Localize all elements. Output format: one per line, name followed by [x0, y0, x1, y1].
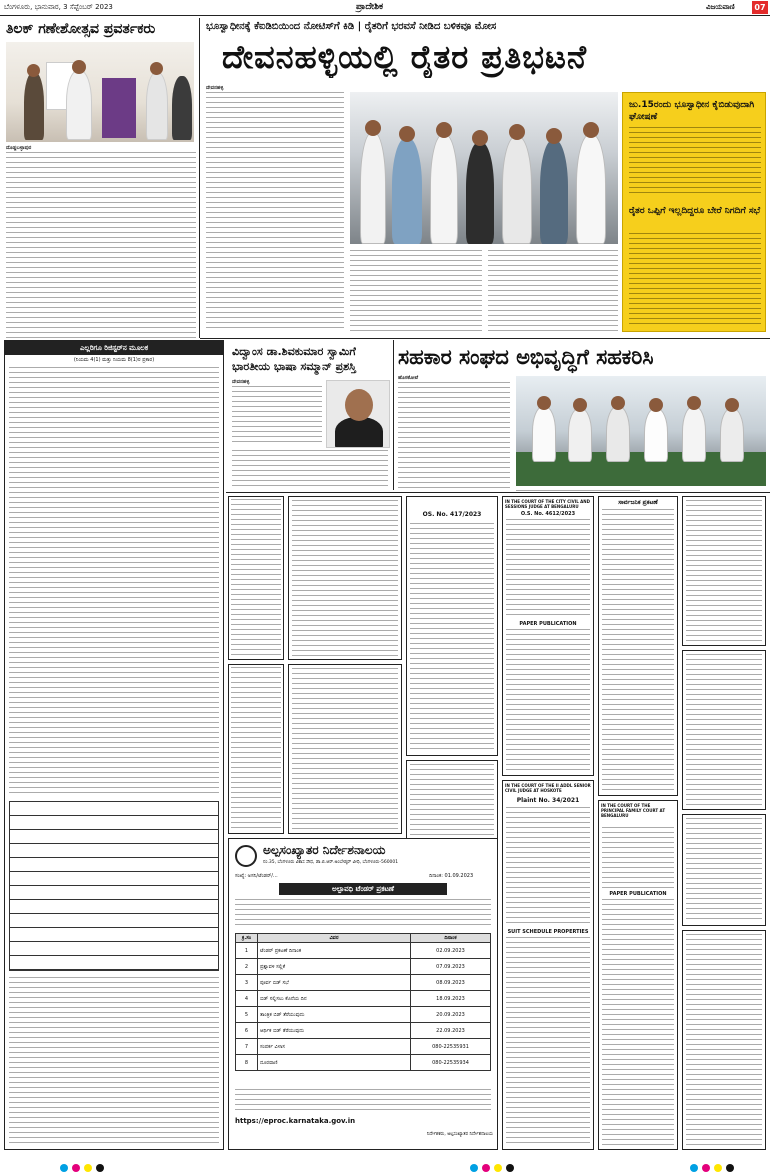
- court3-case: Plaint No. 34/2021: [516, 797, 580, 804]
- tender-cell-detail: ಬಿಡ್ ಸಲ್ಲಿಸಲು ಕೊನೆಯ ದಿನ: [258, 991, 411, 1007]
- tender-cell-date: 080-22535934: [411, 1055, 491, 1071]
- th-sl: ಕ್ರ.ಸಂ: [236, 934, 258, 943]
- court3-section: SUIT SCHEDULE PROPERTIES: [507, 929, 589, 935]
- tender-cell-date: 18.09.2023: [411, 991, 491, 1007]
- tender-cell-date: 20.09.2023: [411, 1007, 491, 1023]
- lead-sidebar: [622, 92, 766, 332]
- award-dateline: ದೇವನಹಳ್ಳಿ: [232, 379, 250, 385]
- tender-row: [236, 959, 491, 975]
- lead-headline: ದೇವನಹಳ್ಳಿಯಲ್ಲಿ ರೈತರ ಪ್ರತಿಭಟನೆ: [222, 38, 588, 76]
- lead-dateline: ದೇವನಹಳ್ಳಿ: [206, 85, 224, 91]
- tender-cell-date: 080-22535931: [411, 1039, 491, 1055]
- tender-cell-sl: 7: [236, 1039, 258, 1055]
- court3-title: IN THE COURT OF THE II ADDL SENIOR CIVIL JUDGE AT HOSKOTE: [505, 783, 591, 793]
- notice-mid-3: [228, 664, 284, 834]
- tender-cell-date: 07.09.2023: [411, 959, 491, 975]
- award-headline: ವಿದ್ವಾಂಸ ಡಾ.ಶಿವಕುಮಾರ ಸ್ವಾಮಿಗೆ ಭಾರತೀಯ ಭಾಷಾ ಸಮ್ಮಾನ್ ಪ್ರಶಸ್ತಿ: [232, 345, 356, 373]
- lead-body-col2: [350, 250, 482, 332]
- tender-row: [236, 1007, 491, 1023]
- tender-row: [236, 943, 491, 959]
- court4-section: PAPER PUBLICATION: [609, 891, 667, 897]
- tender-url[interactable]: https://eproc.karnataka.gov.in: [235, 1117, 356, 1125]
- notice-left-title: ಎಲ್ಲರಿಗೂ ರಿಜಿಸ್ಟರ್‌ನ ಮೂಲಕ: [5, 341, 223, 355]
- notice-right-1: [682, 496, 766, 646]
- tender-cell-detail: ಟೆಂಡರ್ ಪ್ರಕಟಣೆ ದಿನಾಂಕ: [258, 943, 411, 959]
- print-registration-marks: [0, 1162, 770, 1174]
- award-portrait: [326, 380, 390, 448]
- tender-signoff: ನಿರ್ದೇಶಕರು, ಅಲ್ಪಸಂಖ್ಯಾತರ ನಿರ್ದೇಶನಾಲಯ: [426, 1132, 493, 1137]
- sidebar-body-2: [629, 233, 761, 325]
- notice-court-4: [598, 800, 678, 1150]
- tender-address: ನಂ.35, ಬೆಂಗಳೂರು ವಿಕಾಸ ಸೌಧ, ಡಾ.ಬಿ.ಆರ್.ಅಂಬೇಡ್ಕರ್ ವೀಧಿ, ಬೆಂಗಳೂರು-560001: [263, 860, 399, 865]
- tender-cell-sl: 2: [236, 959, 258, 975]
- tender-ref: ಸಂಖ್ಯೆ: ಅಸನಿ/ಟೆಂಡರ್/...: [235, 873, 278, 879]
- notice-court-3: [502, 780, 594, 1150]
- tender-cell-date: 22.09.2023: [411, 1023, 491, 1039]
- court1-section: PAPER PUBLICATION: [519, 621, 577, 627]
- lead-kicker: ಭೂಸ್ವಾಧೀನಕ್ಕೆ ಕೆಐಡಿಬಿಯಿಂದ ನೋಟಿಸ್‌ಗೆ ಕಿಡಿ | ರೈತರಿಗೆ ಭರವಸೆ ನೀಡಿದ ಬಳಿಕವೂ ಮೋಸ: [206, 21, 497, 32]
- notice-right-4: [682, 930, 766, 1150]
- tender-date: ದಿನಾಂಕ: 01.09.2023: [429, 873, 474, 879]
- tilak-headline: ತಿಲಕ್ ಗಣೇಶೋತ್ಸವ ಪ್ರವರ್ತಕರು: [6, 21, 156, 37]
- coop-headline: ಸಹಕಾರ ಸಂಘದ ಅಭಿವೃದ್ಧಿಗೆ ಸಹಕರಿಸಿ: [398, 345, 654, 369]
- tender-cell-sl: 5: [236, 1007, 258, 1023]
- tender-cell-date: 08.09.2023: [411, 975, 491, 991]
- emblem-icon: [235, 845, 257, 867]
- sidebar-body-1: [629, 127, 761, 197]
- lead-protest-photo: [350, 92, 618, 244]
- masthead-date: ಬೆಂಗಳೂರು, ಭಾನುವಾರ, 3 ಸೆಪ್ಟೆಂಬರ್ 2023: [4, 3, 113, 11]
- tender-cell-sl: 6: [236, 1023, 258, 1039]
- tender-row: [236, 991, 491, 1007]
- tilak-body-text: [6, 152, 196, 338]
- tender-cell-sl: 3: [236, 975, 258, 991]
- paper-name: ವಿಜಯವಾಣಿ: [706, 3, 735, 11]
- tender-cell-detail: ಪ್ರಶ್ನಾವಳಿ ಸಲ್ಲಿಕೆ: [258, 959, 411, 975]
- tender-notice: [228, 838, 498, 1150]
- court1-title: IN THE COURT OF THE CITY CIVIL AND SESSIONS JUDGE AT BENGALURU: [505, 499, 590, 509]
- tender-org: ಅಲ್ಪಸಂಖ್ಯಾತರ ನಿರ್ದೇಶನಾಲಯ: [263, 843, 386, 857]
- notice-left-subtitle: (ನಿಯಮ 4(1) ಮತ್ತು ನಿಯಮ 8(1)ರ ಪ್ರಕಾರ): [73, 357, 155, 363]
- tilak-photo: [6, 42, 194, 142]
- coop-dateline: ಹೊಸಕೋಟೆ: [398, 375, 419, 381]
- coop-body-col1: [398, 382, 510, 488]
- masthead: [0, 0, 770, 16]
- page-number-badge: 07: [752, 1, 768, 14]
- tender-table: [235, 933, 491, 1071]
- award-body: [232, 386, 322, 446]
- tender-cell-sl: 1: [236, 943, 258, 959]
- sidebar-title-1: ಜು.15ರಂದು ಭೂಸ್ವಾಧೀನ ಕೈಬಿಡುವುದಾಗಿ ಘೋಷಣೆ: [629, 100, 755, 122]
- tender-cell-detail: ಸಂಪರ್ಕ ವಿಳಾಸ: [258, 1039, 411, 1055]
- notice-mid-2: [288, 496, 402, 660]
- tender-cell-detail: ತಾಂತ್ರಿಕ ಬಿಡ್ ತೆರೆಯುವುದು: [258, 1007, 411, 1023]
- tender-row: [236, 1023, 491, 1039]
- tender-row: [236, 1055, 491, 1071]
- public-notice-title: ಸಾರ್ವಜನಿಕ ಪ್ರಕಟಣೆ: [618, 499, 658, 506]
- th-detail: ವಿವರ: [258, 934, 411, 943]
- tender-cell-sl: 8: [236, 1055, 258, 1071]
- tender-cell-detail: ಆರ್ಥಿಕ ಬಿಡ್ ತೆರೆಯುವುದು: [258, 1023, 411, 1039]
- tender-row: [236, 1039, 491, 1055]
- notice-court-1: [502, 496, 594, 776]
- notice-mid-4: [288, 664, 402, 834]
- tender-row: [236, 975, 491, 991]
- notice-left-table: [9, 801, 219, 971]
- legal-notice-left: [4, 340, 224, 1150]
- coop-event-photo: [516, 376, 766, 486]
- notice-right-2: [682, 650, 766, 810]
- lead-body-col3: [488, 250, 618, 332]
- tender-cell-detail: ದೂರವಾಣಿ: [258, 1055, 411, 1071]
- lead-body-col1: [206, 92, 344, 332]
- court2-case: OS. No. 417/2023: [422, 511, 482, 518]
- tender-cell-sl: 4: [236, 991, 258, 1007]
- tender-cell-detail: ಪೂರ್ವ ಬಿಡ್ ಸಭೆ: [258, 975, 411, 991]
- court1-case: O.S. No. 4612/2023: [520, 511, 576, 517]
- notice-public: [598, 496, 678, 796]
- notice-court-2: [406, 496, 498, 756]
- court4-title: IN THE COURT OF THE PRINCIPAL FAMILY COURT AT BENGALURU: [601, 803, 666, 818]
- notice-mid-1: [228, 496, 284, 660]
- notice-right-3: [682, 814, 766, 926]
- tender-cell-date: 02.09.2023: [411, 943, 491, 959]
- sidebar-title-2: ರೈತರ ಒಪ್ಪಿಗೆ ಇಲ್ಲದಿದ್ದರೂ ಬೇರೆ ನಿಗದಿಗೆ ಸಭೆ: [629, 206, 761, 216]
- tender-title: ಅಲ್ಪಾವಧಿ ಟೆಂಡರ್ ಪ್ರಕಟಣೆ: [279, 883, 447, 895]
- section-name: ಪ್ರಾದೇಶಿಕ: [356, 2, 384, 12]
- th-date: ದಿನಾಂಕ: [411, 934, 491, 943]
- tilak-dateline: ದೊಡ್ಡಬಳ್ಳಾಪುರ: [6, 145, 32, 151]
